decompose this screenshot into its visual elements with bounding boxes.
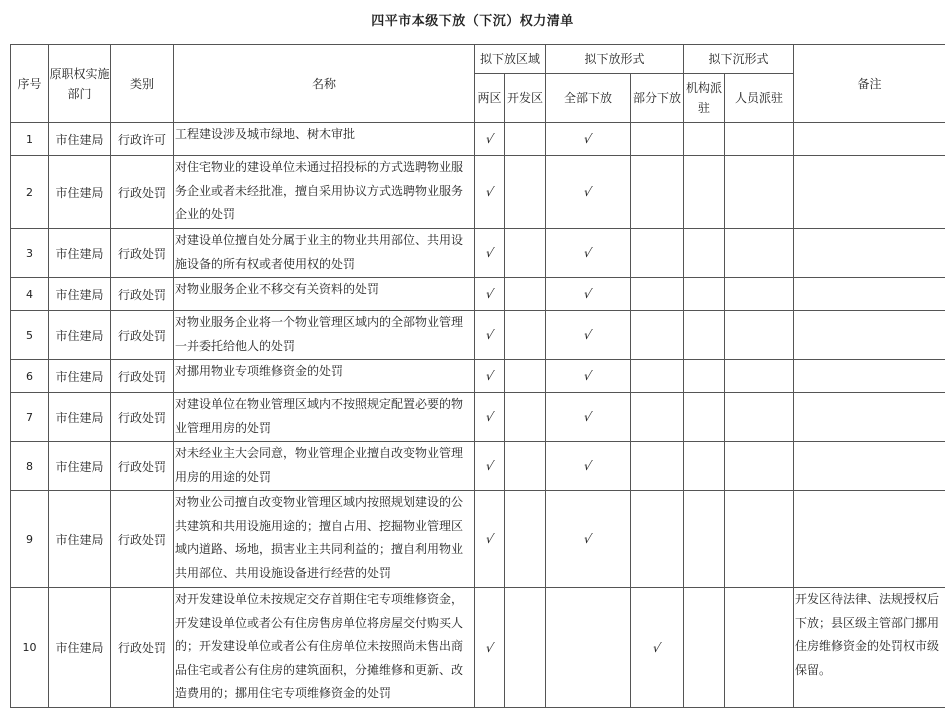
check-mark-icon: √ [484, 641, 495, 655]
header-form-group: 拟下放形式 [546, 45, 684, 74]
check-mark-icon: √ [583, 459, 594, 473]
row-category: 行政许可 [111, 123, 174, 156]
header-name: 名称 [174, 45, 475, 123]
row-dept: 市住建局 [49, 442, 111, 491]
row-sink-agency [684, 278, 725, 311]
header-form-all: 全部下放 [546, 74, 631, 123]
row-category: 行政处罚 [111, 229, 174, 278]
row-region-kaifaqu [505, 588, 546, 708]
row-region-liangqu [475, 360, 505, 393]
row-form-all [546, 588, 631, 708]
row-remark [794, 393, 945, 442]
row-region-kaifaqu [505, 360, 546, 393]
check-mark-icon: √ [583, 328, 594, 342]
row-form-part [631, 360, 684, 393]
row-sink-agency [684, 229, 725, 278]
row-form-part [631, 491, 684, 588]
row-form-all [546, 156, 631, 229]
row-sink-agency [684, 156, 725, 229]
header-region-kaifaqu: 开发区 [505, 74, 546, 123]
row-form-all [546, 442, 631, 491]
row-category: 行政处罚 [111, 156, 174, 229]
check-mark-icon: √ [484, 185, 495, 199]
check-mark-icon: √ [484, 287, 495, 301]
check-mark-icon: √ [583, 185, 594, 199]
row-form-all [546, 491, 631, 588]
row-dept: 市住建局 [49, 360, 111, 393]
row-sink-agency [684, 311, 725, 360]
row-form-part [631, 229, 684, 278]
row-remark [794, 491, 945, 588]
row-form-part [631, 123, 684, 156]
row-region-liangqu [475, 278, 505, 311]
page-title: 四平市本级下放（下沉）权力清单 [0, 10, 945, 29]
row-name: 对建设单位擅自处分属于业主的物业共用部位、共用设施设备的所有权或者使用权的处罚 [174, 229, 475, 278]
header-dept: 原职权实施部门 [49, 45, 111, 123]
row-name: 对住宅物业的建设单位未通过招投标的方式选聘物业服务企业或者未经批准，擅自采用协议方式选聘物业服务企业的处罚 [174, 156, 475, 229]
row-sink-agency [684, 491, 725, 588]
row-seq: 5 [11, 311, 49, 360]
check-mark-icon: √ [484, 328, 495, 342]
header-form-part: 部分下放 [631, 74, 684, 123]
row-sink-person [725, 442, 794, 491]
row-remark [794, 229, 945, 278]
row-form-part [631, 393, 684, 442]
header-remark: 备注 [794, 45, 945, 123]
check-mark-icon: √ [652, 641, 663, 655]
row-seq: 7 [11, 393, 49, 442]
row-form-all [546, 393, 631, 442]
check-mark-icon: √ [484, 532, 495, 546]
row-remark [794, 360, 945, 393]
header-sink-agency: 机构派驻 [684, 74, 725, 123]
row-dept: 市住建局 [49, 123, 111, 156]
row-region-kaifaqu [505, 442, 546, 491]
row-form-all [546, 360, 631, 393]
row-name: 对物业服务企业不移交有关资料的处罚 [174, 278, 475, 311]
row-remark: 开发区待法律、法规授权后下放；县区级主管部门挪用住房维修资金的处罚权市级保留。 [794, 588, 945, 708]
row-region-kaifaqu [505, 311, 546, 360]
table-row [11, 393, 945, 442]
row-form-part [631, 588, 684, 708]
row-region-liangqu [475, 588, 505, 708]
row-name: 对挪用物业专项维修资金的处罚 [174, 360, 475, 393]
row-dept: 市住建局 [49, 491, 111, 588]
table-row [11, 311, 945, 360]
table-row [11, 360, 945, 393]
table-row [11, 123, 945, 156]
check-mark-icon: √ [583, 287, 594, 301]
table-body [11, 123, 945, 708]
row-seq: 3 [11, 229, 49, 278]
row-seq: 9 [11, 491, 49, 588]
row-dept: 市住建局 [49, 393, 111, 442]
row-region-kaifaqu [505, 229, 546, 278]
check-mark-icon: √ [583, 410, 594, 424]
table-row [11, 442, 945, 491]
row-sink-person [725, 156, 794, 229]
row-region-kaifaqu [505, 491, 546, 588]
power-list-table [10, 44, 945, 708]
row-category: 行政处罚 [111, 442, 174, 491]
row-form-all [546, 123, 631, 156]
row-sink-agency [684, 393, 725, 442]
row-seq: 2 [11, 156, 49, 229]
row-name: 工程建设涉及城市绿地、树木审批 [174, 123, 475, 156]
row-dept: 市住建局 [49, 278, 111, 311]
row-seq: 10 [11, 588, 49, 708]
check-mark-icon: √ [583, 532, 594, 546]
row-remark [794, 311, 945, 360]
row-sink-person [725, 588, 794, 708]
table-row [11, 278, 945, 311]
row-dept: 市住建局 [49, 229, 111, 278]
row-dept: 市住建局 [49, 588, 111, 708]
row-region-liangqu [475, 393, 505, 442]
row-category: 行政处罚 [111, 360, 174, 393]
row-form-all [546, 229, 631, 278]
row-name: 对建设单位在物业管理区域内不按照规定配置必要的物业管理用房的处罚 [174, 393, 475, 442]
row-form-part [631, 278, 684, 311]
row-remark [794, 123, 945, 156]
header-region-liangqu: 两区 [475, 74, 505, 123]
row-remark [794, 156, 945, 229]
header-seq: 序号 [11, 45, 49, 123]
table-row [11, 491, 945, 588]
table-row [11, 588, 945, 708]
row-region-kaifaqu [505, 393, 546, 442]
row-category: 行政处罚 [111, 393, 174, 442]
header-sink-group: 拟下沉形式 [684, 45, 794, 74]
row-name: 对未经业主大会同意，物业管理企业擅自改变物业管理用房的用途的处罚 [174, 442, 475, 491]
check-mark-icon: √ [484, 132, 495, 146]
row-sink-agency [684, 360, 725, 393]
check-mark-icon: √ [484, 246, 495, 260]
row-region-liangqu [475, 156, 505, 229]
row-seq: 4 [11, 278, 49, 311]
row-sink-person [725, 360, 794, 393]
check-mark-icon: √ [583, 132, 594, 146]
row-sink-person [725, 229, 794, 278]
row-category: 行政处罚 [111, 491, 174, 588]
row-form-all [546, 311, 631, 360]
row-region-kaifaqu [505, 156, 546, 229]
row-remark [794, 442, 945, 491]
row-name: 对物业服务企业将一个物业管理区域内的全部物业管理一并委托给他人的处罚 [174, 311, 475, 360]
row-category: 行政处罚 [111, 311, 174, 360]
check-mark-icon: √ [484, 459, 495, 473]
row-dept: 市住建局 [49, 156, 111, 229]
check-mark-icon: √ [484, 369, 495, 383]
table-row [11, 156, 945, 229]
row-remark [794, 278, 945, 311]
row-region-kaifaqu [505, 123, 546, 156]
header-sink-person: 人员派驻 [725, 74, 794, 123]
row-seq: 1 [11, 123, 49, 156]
row-form-all [546, 278, 631, 311]
row-sink-person [725, 491, 794, 588]
row-sink-agency [684, 442, 725, 491]
row-dept: 市住建局 [49, 311, 111, 360]
header-category: 类别 [111, 45, 174, 123]
check-mark-icon: √ [583, 246, 594, 260]
row-sink-person [725, 311, 794, 360]
row-sink-person [725, 393, 794, 442]
row-region-liangqu [475, 311, 505, 360]
row-sink-agency [684, 588, 725, 708]
row-form-part [631, 442, 684, 491]
row-seq: 8 [11, 442, 49, 491]
row-sink-person [725, 278, 794, 311]
row-sink-agency [684, 123, 725, 156]
row-name: 对开发建设单位未按规定交存首期住宅专项维修资金，开发建设单位或者公有住房售房单位将房屋交付购买人的；开发建设单位或者公有住房单位未按照尚未售出商品住宅或者公有住房的建筑面积，分摊维修和更新、改造费用的；挪用住宅专项维修资金的处罚 [174, 588, 475, 708]
row-category: 行政处罚 [111, 278, 174, 311]
row-region-liangqu [475, 442, 505, 491]
row-form-part [631, 311, 684, 360]
row-region-kaifaqu [505, 278, 546, 311]
row-sink-person [725, 123, 794, 156]
table-row [11, 229, 945, 278]
row-region-liangqu [475, 229, 505, 278]
row-category: 行政处罚 [111, 588, 174, 708]
check-mark-icon: √ [484, 410, 495, 424]
row-region-liangqu [475, 123, 505, 156]
row-region-liangqu [475, 491, 505, 588]
check-mark-icon: √ [583, 369, 594, 383]
header-region-group: 拟下放区域 [475, 45, 546, 74]
row-name: 对物业公司擅自改变物业管理区域内按照规划建设的公共建筑和共用设施用途的；擅自占用、挖掘物业管理区域内道路、场地，损害业主共同利益的；擅自利用物业共用部位、共用设施设备进行经营的处罚 [174, 491, 475, 588]
row-form-part [631, 156, 684, 229]
row-seq: 6 [11, 360, 49, 393]
